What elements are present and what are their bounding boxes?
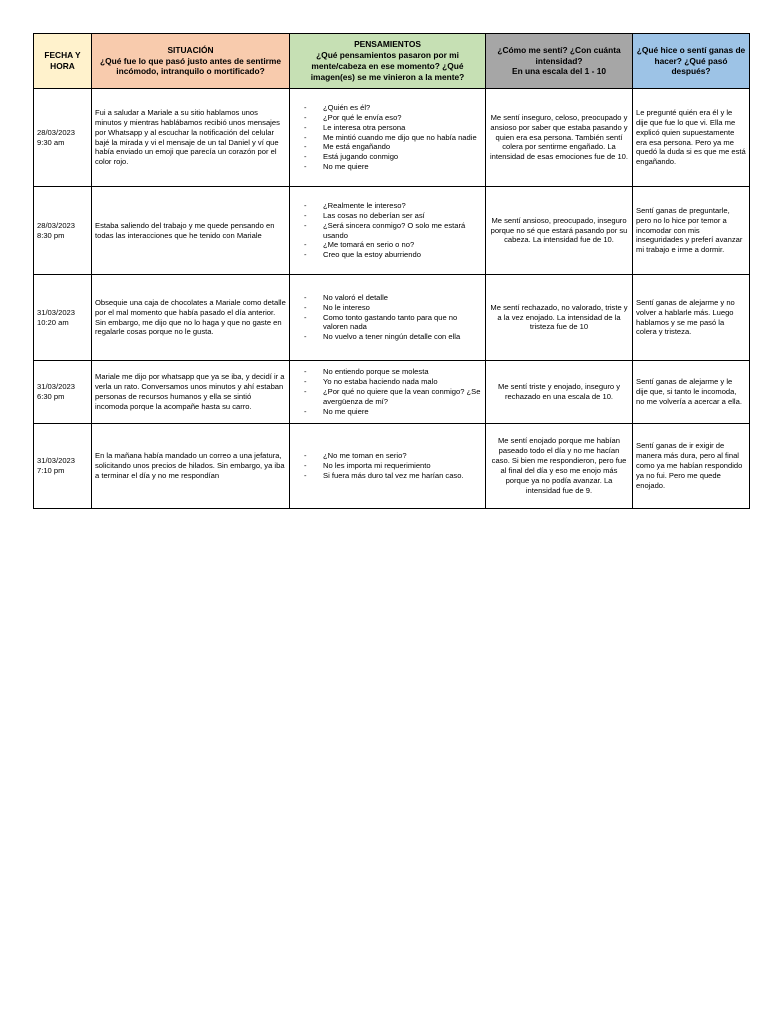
- action-cell: Sentí ganas de alejarme y no volver a hablarle más. Luego hablamos y se me pasó la colera y tristeza.: [633, 275, 750, 361]
- date-text: 28/03/2023: [37, 220, 76, 230]
- thought-item: - ¿Por qué le envía eso?: [293, 113, 482, 123]
- time-text: 9:30 am: [37, 137, 65, 147]
- situation-cell: En la mañana había mandado un correo a una jefatura, solicitando unos precios de hilados. Sin embargo, ya iba a terminar el día y no me respondían: [92, 424, 290, 509]
- thought-item: - No le intereso: [293, 303, 482, 313]
- date-text: 28/03/2023: [37, 127, 76, 137]
- feeling-cell: Me sentí rechazado, no valorado, triste y a la vez enojado. La intensidad de la tristeza fue de 10: [486, 275, 633, 361]
- thought-item: - Le interesa otra persona: [293, 123, 482, 133]
- thought-item: - No me quiere: [293, 407, 482, 417]
- table-row: [34, 89, 750, 187]
- time-text: 10:20 am: [37, 317, 69, 327]
- table-row: [34, 275, 750, 361]
- time-text: 7:10 pm: [37, 466, 65, 475]
- table-row: [34, 187, 750, 275]
- date-cell: [34, 275, 92, 361]
- thoughts-cell: [290, 424, 486, 509]
- date-text: 31/03/2023: [37, 307, 76, 317]
- header-fecha: FECHA Y HORA: [34, 34, 92, 89]
- thought-item: - ¿Será sincera conmigo? O solo me estará usando: [293, 221, 482, 241]
- thought-item: - ¿Quién es él?: [293, 103, 482, 113]
- thoughts-list: [293, 367, 482, 416]
- header-sentir-scale: En una escala del 1 - 10: [511, 66, 607, 77]
- feeling-cell: Me sentí enojado porque me habían paseado todo el día y no me hacían caso. Si bien me respondieron, pero fue al final del día y eso me enojo más porque ya no podía avanzar. La intensidad fue de 9.: [486, 424, 633, 509]
- thoughts-cell: [290, 187, 486, 275]
- thought-item: - Me está engañando: [293, 142, 482, 152]
- thought-item: - Como tonto gastando tanto para que no valoren nada: [293, 313, 482, 333]
- thought-item: - Creo que la estoy aburriendo: [293, 250, 482, 260]
- date-cell: [34, 424, 92, 509]
- feeling-cell: Me sentí ansioso, preocupado, inseguro porque no sé que estará pasando por su cabeza. La intensidad fue de 10.: [486, 187, 633, 275]
- thought-item: - ¿Me tomará en serio o no?: [293, 240, 482, 250]
- feeling-cell: Me sentí inseguro, celoso, preocupado y ansioso por saber que estaba pasando y quien era esa persona. También sentí colera por sentirme engañado. La intensidad de esas emociones fue de 10.: [486, 89, 633, 187]
- thought-item: - Me mintió cuando me dijo que no había nadie: [293, 133, 482, 143]
- situation-cell: Fui a saludar a Mariale a su sitio hablamos unos minutos y mientras hablábamos recibió unos mensajes por Whatsapp y al escuchar la notificación del celular bajé la mirada y vi el mensaje de un tal Daniel y ví que había enviado un emoji que parecía un corazón por el color rojo.: [92, 89, 290, 187]
- thought-item: - Las cosas no deberían ser así: [293, 211, 482, 221]
- date-cell: [34, 361, 92, 424]
- header-situacion-title: SITUACIÓN: [167, 44, 214, 55]
- table-row: [34, 424, 750, 509]
- date-text: 31/03/2023: [37, 456, 76, 466]
- header-row: [34, 34, 750, 89]
- thoughts-cell: [290, 275, 486, 361]
- thought-item: - Yo no estaba haciendo nada malo: [293, 377, 482, 387]
- situation-cell: Mariale me dijo por whatsapp que ya se iba, y decidí ir a verla un rato. Conversamos unos minutos y ahí estaban personas de recursos humanos y ella se sintió incomoda porque la acompañe hasta su carro.: [92, 361, 290, 424]
- date-cell: [34, 187, 92, 275]
- thoughts-cell: [290, 361, 486, 424]
- table-row: [34, 361, 750, 424]
- header-pensamientos-question: ¿Qué pensamientos pasaron por mi mente/cabeza en ese momento? ¿Qué imagen(es) se me vinieron a la mente?: [310, 50, 465, 82]
- feeling-cell: Me sentí triste y enojado, inseguro y rechazado en una escala de 10.: [486, 361, 633, 424]
- date-text: 31/03/2023: [37, 382, 76, 392]
- action-cell: Sentí ganas de ir exigir de manera más dura, pero al final como ya me habían respondido ya no fui. Pero me quede enojado.: [633, 424, 750, 509]
- header-hacer: ¿Qué hice o sentí ganas de hacer? ¿Qué pasó después?: [633, 34, 750, 89]
- thought-item: - Está jugando conmigo: [293, 152, 482, 162]
- action-cell: Le pregunté quién era él y le dije que fue lo que vi. Ella me explicó quien supuestamente era esa persona. Pero ya me quedó la duda si es que me está engañando.: [633, 89, 750, 187]
- situation-cell: Obsequie una caja de chocolates a Mariale como detalle por el mal momento que había pasado el día anterior. Sin embargo, me dijo que no lo haga y que no gaste en regalarle cosas porque no le gusta.: [92, 275, 290, 361]
- action-cell: Sentí ganas de preguntarle, pero no lo hice por temor a incomodar con mis inseguridades y preferí avanzar mi trabajo e irme a dormir.: [633, 187, 750, 275]
- thoughts-list: [293, 103, 482, 172]
- header-sentir-question: ¿Cómo me sentí? ¿Con cuánta intensidad?: [497, 44, 621, 66]
- header-situacion: [92, 34, 290, 89]
- thought-item: - ¿No me toman en serio?: [293, 451, 482, 461]
- thoughts-list: [293, 451, 482, 481]
- header-sentir: [486, 34, 633, 89]
- header-pensamientos-title: PENSAMIENTOS: [354, 39, 421, 50]
- situation-cell: Estaba saliendo del trabajo y me quede pensando en todas las interacciones que he tenido con Mariale: [92, 187, 290, 275]
- thought-item: - No vuelvo a tener ningún detalle con ella: [293, 332, 482, 342]
- time-text: 6:30 pm: [37, 392, 65, 401]
- thought-item: - ¿Por qué no quiere que la vean conmigo? ¿Se avergüenza de mí?: [293, 387, 482, 407]
- thought-item: - No les importa mi requerimiento: [293, 461, 482, 471]
- time-text: 8:30 pm: [37, 230, 65, 240]
- thought-item: - ¿Realmente le intereso?: [293, 201, 482, 211]
- header-pensamientos: [290, 34, 486, 89]
- thought-item: - No valoró el detalle: [293, 293, 482, 303]
- header-situacion-question: ¿Qué fue lo que pasó justo antes de sentirme incómodo, intranquilo o mortificado?: [99, 55, 282, 77]
- thought-item: - No me quiere: [293, 162, 482, 172]
- thoughts-list: [293, 201, 482, 260]
- date-cell: [34, 89, 92, 187]
- thoughts-cell: [290, 89, 486, 187]
- thought-item: - No entiendo porque se molesta: [293, 367, 482, 377]
- thought-item: - Si fuera más duro tal vez me harían caso.: [293, 471, 482, 481]
- thought-record-table: [33, 33, 750, 509]
- action-cell: Sentí ganas de alejarme y le dije que, si tanto le incomoda, no me volvería a acercar a ella.: [633, 361, 750, 424]
- thoughts-list: [293, 293, 482, 342]
